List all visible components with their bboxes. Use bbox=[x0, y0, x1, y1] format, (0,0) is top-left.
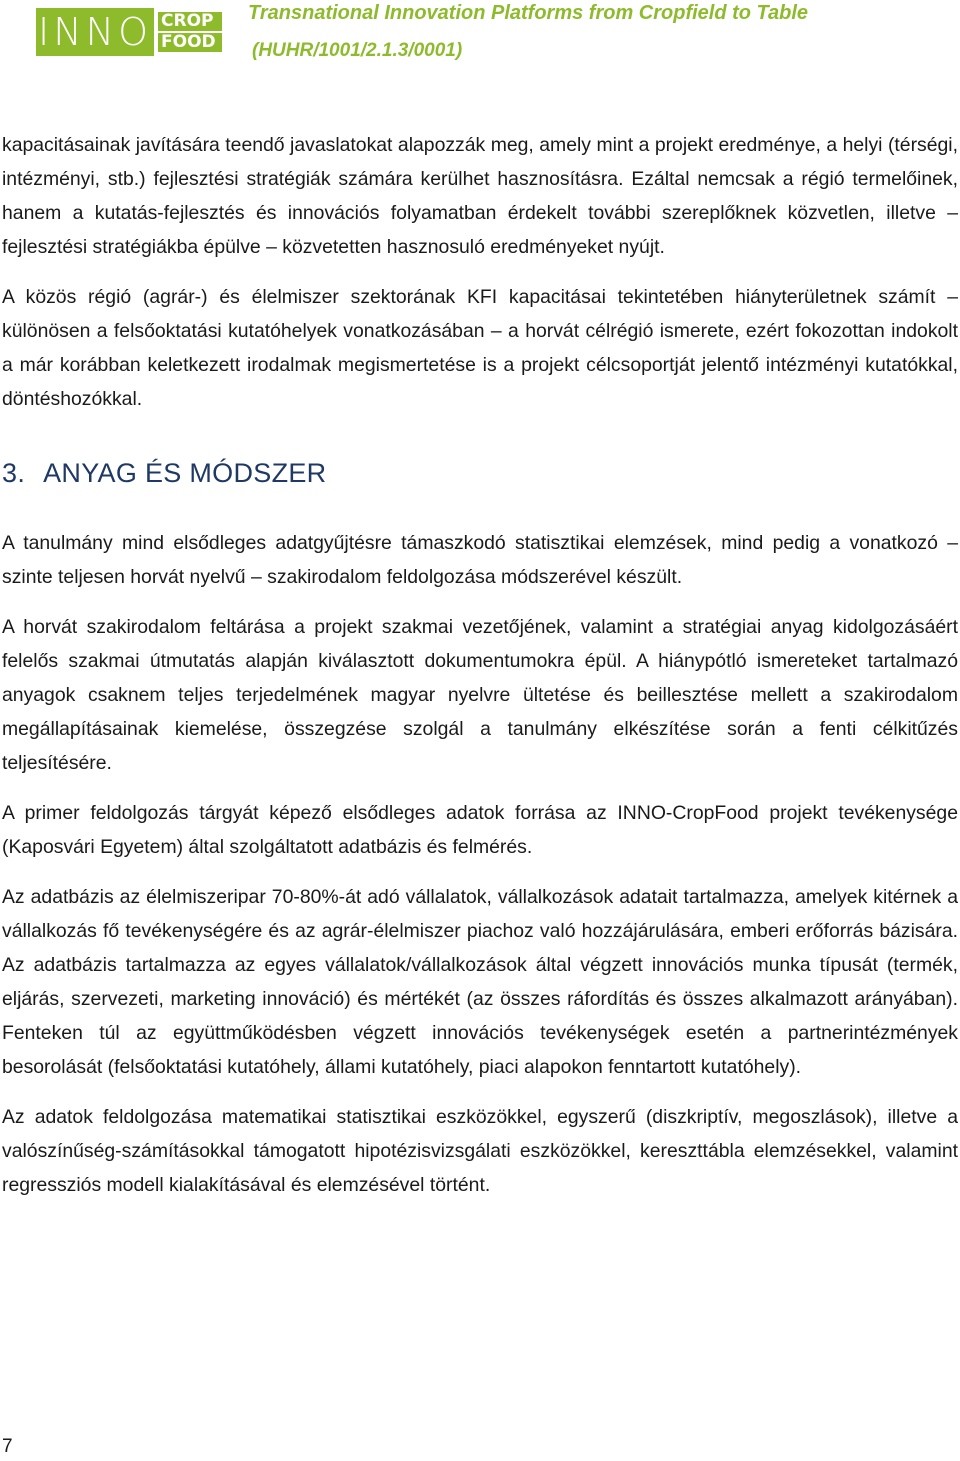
header-project-code: (HUHR/1001/2.1.3/0001) bbox=[252, 40, 463, 61]
paragraph: kapacitásainak javítására teendő javaslatokat alapozzák meg, amely mint a projekt eredménye, a helyi (térségi, intézményi, stb.) fejlesztési stratégiák számára kerülhet hasznosításra. Ezáltal nemcsak a régió termelőinek, hanem a kutatás-fejlesztés és innovációs folyamatban érdekelt további szereplőknek közvetlen, illetve – fejlesztési stratégiákba épülve – közvetetten hasznosuló eredményeket nyújt. bbox=[2, 134, 958, 258]
paragraph: Az adatok feldolgozása matematikai statisztikai eszközökkel, egyszerű (diszkriptív, megoszlások), illetve a valószínűség-számításokkal támogatott hipotézisvizsgálati eszközökkel, kereszttábla elemzésekkel, valamint regressziós modell kialakításával és elemzésével történt. bbox=[2, 1106, 958, 1196]
inno-cropfood-logo bbox=[36, 8, 222, 56]
logo-cropfood bbox=[158, 8, 222, 56]
paragraph: A tanulmány mind elsődleges adatgyűjtésre támaszkodó statisztikai elemzések, mind pedig a vonatkozó – szinte teljesen horvát nyelvű – szakirodalom feldolgozása módszerével készült. bbox=[2, 532, 958, 588]
section-number: 3. bbox=[2, 458, 26, 488]
logo-crop-text: CROP bbox=[158, 12, 222, 31]
paragraph: A közös régió (agrár-) és élelmiszer szektorának KFI kapacitásai tekintetében hiányterületnek számít – különösen a felsőoktatási kutatóhelyek vonatkozásában – a horvát célrégió ismerete, ezért fokozottan indokolt a már korábban keletkezett irodalmak megismertetése is a projekt célcsoportját jelentő intézményi kutatókkal, döntéshozókkal. bbox=[2, 286, 958, 410]
page-number: 7 bbox=[2, 1436, 13, 1457]
paragraph: A horvát szakirodalom feltárása a projekt szakmai vezetőjének, valamint a stratégiai anyag kidolgozásáért felelős szakmai útmutatás alapján kiválasztott dokumentumokra épül. A hiánypótló ismereteket tartalmazó anyagok csaknem teljes terjedelmének magyar nyelvre ültetése és beillesztése mellett a szakirodalom megállapításainak kiemelése, összegzése szolgál a tanulmány elkészítése során a fenti célkitűzés teljesítésére. bbox=[2, 616, 958, 774]
paragraph: A primer feldolgozás tárgyát képező elsődleges adatok forrása az INNO-CropFood projekt tevékenysége (Kaposvári Egyetem) által szolgáltatott adatbázis és felmérés. bbox=[2, 802, 958, 858]
section-heading bbox=[2, 456, 958, 490]
logo-inno-text: INNO bbox=[36, 8, 154, 56]
paragraph: Az adatbázis az élelmiszeripar 70-80%-át adó vállalatok, vállalkozások adatait tartalmazza, amelyek kitérnek a vállalkozás fő tevékenységére és az agrár-élelmiszer piachoz való hozzájárulására, emberi erőforrás bázisára. Az adatbázis tartalmazza az egyes vállalatok/vállalkozások által végzett innovációs munka típusát (termék, eljárás, szervezeti, marketing innováció) és mértékét (az összes ráfordítás és összes alkalmazott arányában). Fenteken túl az együttműködésben végzett innovációs tevékenységek esetén a partnerintézmények besorolását (felsőoktatási kutatóhely, állami kutatóhely, piaci alapokon fenntartott kutatóhely). bbox=[2, 886, 958, 1078]
header-title: Transnational Innovation Platforms from Cropfield to Table bbox=[248, 2, 809, 24]
logo-food-text: FOOD bbox=[158, 33, 222, 52]
page-header bbox=[0, 0, 960, 62]
section-title: ANYAG ÉS MÓDSZER bbox=[43, 458, 327, 488]
document-body bbox=[2, 128, 958, 1218]
